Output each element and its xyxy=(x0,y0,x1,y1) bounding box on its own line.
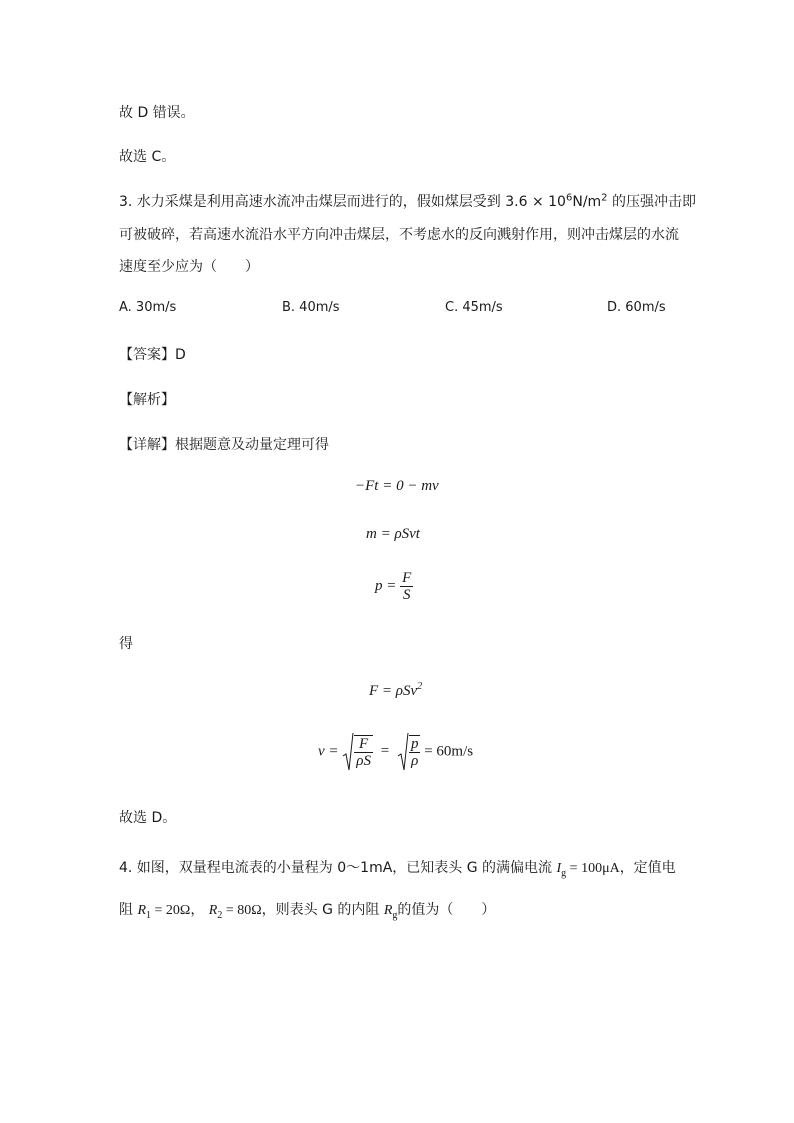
formula-value: = 20Ω xyxy=(151,903,191,918)
numerator: F xyxy=(402,570,412,586)
question-text: ，则表头 G 的内阻 xyxy=(261,902,380,918)
option-a: A. 30m/s xyxy=(119,300,177,315)
equation-pressure xyxy=(375,570,413,603)
equals-sign: = xyxy=(380,743,390,760)
option-b: B. 40m/s xyxy=(282,300,340,315)
equation-force xyxy=(369,681,422,700)
inline-formula xyxy=(137,903,191,921)
fraction xyxy=(409,735,421,769)
formula-value: = 80Ω xyxy=(222,903,262,918)
text-line: 得 xyxy=(119,636,133,652)
text-line: 故 D 错误。 xyxy=(119,105,195,121)
symbol: I xyxy=(556,861,562,876)
conclusion-line: 故选 D。 xyxy=(119,810,177,826)
detail-label: 【详解】根据题意及动量定理可得 xyxy=(119,437,329,453)
subscript: 2 xyxy=(217,909,223,921)
equation-momentum: −Ft = 0 − mv xyxy=(355,478,439,494)
symbol: R xyxy=(208,903,218,918)
question-text: 3. 水力采煤是利用高速水流冲击煤层而进行的，假如煤层受到 3.6 × 10 xyxy=(119,194,566,210)
text-line: 故选 C。 xyxy=(119,149,176,165)
equation-lhs: v = xyxy=(318,743,339,760)
subscript: g xyxy=(392,909,398,921)
question-3-stem xyxy=(119,191,696,211)
subscript: 1 xyxy=(146,909,152,921)
denominator: ρ xyxy=(411,753,419,769)
fraction xyxy=(354,735,373,769)
symbol: R xyxy=(383,903,393,918)
question-text: ，定值电 xyxy=(619,860,676,876)
question-4-line: 阻 $R_1 = 20\Omega$， $R_2 = 80\Omega$，则表头 G 的内阻 $R_g$的值为（ ） xyxy=(119,902,496,921)
symbol: R xyxy=(137,903,147,918)
superscript: 2 xyxy=(601,192,608,204)
superscript: 2 xyxy=(417,681,423,692)
inline-formula xyxy=(208,903,262,921)
option-c: C. 45m/s xyxy=(445,300,503,315)
question-text: 阻 xyxy=(119,902,133,918)
analysis-label: 【解析】 xyxy=(119,392,175,408)
superscript: 6 xyxy=(565,192,573,204)
equation-velocity xyxy=(318,732,473,772)
formula-value: = 100μA xyxy=(566,861,620,876)
question-text: 的压强冲击即 xyxy=(607,194,696,210)
question-text: 的值为（ ） xyxy=(397,902,496,918)
sqrt-icon xyxy=(342,732,354,772)
equation-mass: m = ρSvt xyxy=(366,526,420,542)
question-3-line: 速度至少应为（ ） xyxy=(119,259,259,275)
question-3-line: 可被破碎，若高速水流沿水平方向冲击煤层，不考虑水的反向溅射作用，则冲击煤层的水流 xyxy=(119,227,679,243)
denominator: ρS xyxy=(356,753,371,769)
inline-formula xyxy=(556,861,620,879)
option-d: D. 60m/s xyxy=(607,300,666,315)
subscript: g xyxy=(561,867,567,879)
numerator: F xyxy=(354,736,373,753)
equation-rhs: = 60m/s xyxy=(424,743,474,760)
equation-lhs: p = xyxy=(375,577,397,594)
fraction xyxy=(400,570,413,603)
denominator: S xyxy=(402,587,411,603)
numerator: p xyxy=(410,736,419,752)
question-4-stem xyxy=(119,857,676,879)
equation-text: F = ρSv xyxy=(369,683,418,699)
inline-formula xyxy=(383,903,398,921)
answer-label: 【答案】D xyxy=(119,347,186,363)
unit-text: N/m xyxy=(572,194,602,210)
question-text: 4. 如图，双量程电流表的小量程为 0～1mA，已知表头 G 的满偏电流 xyxy=(119,860,553,876)
sqrt-icon xyxy=(397,732,409,772)
